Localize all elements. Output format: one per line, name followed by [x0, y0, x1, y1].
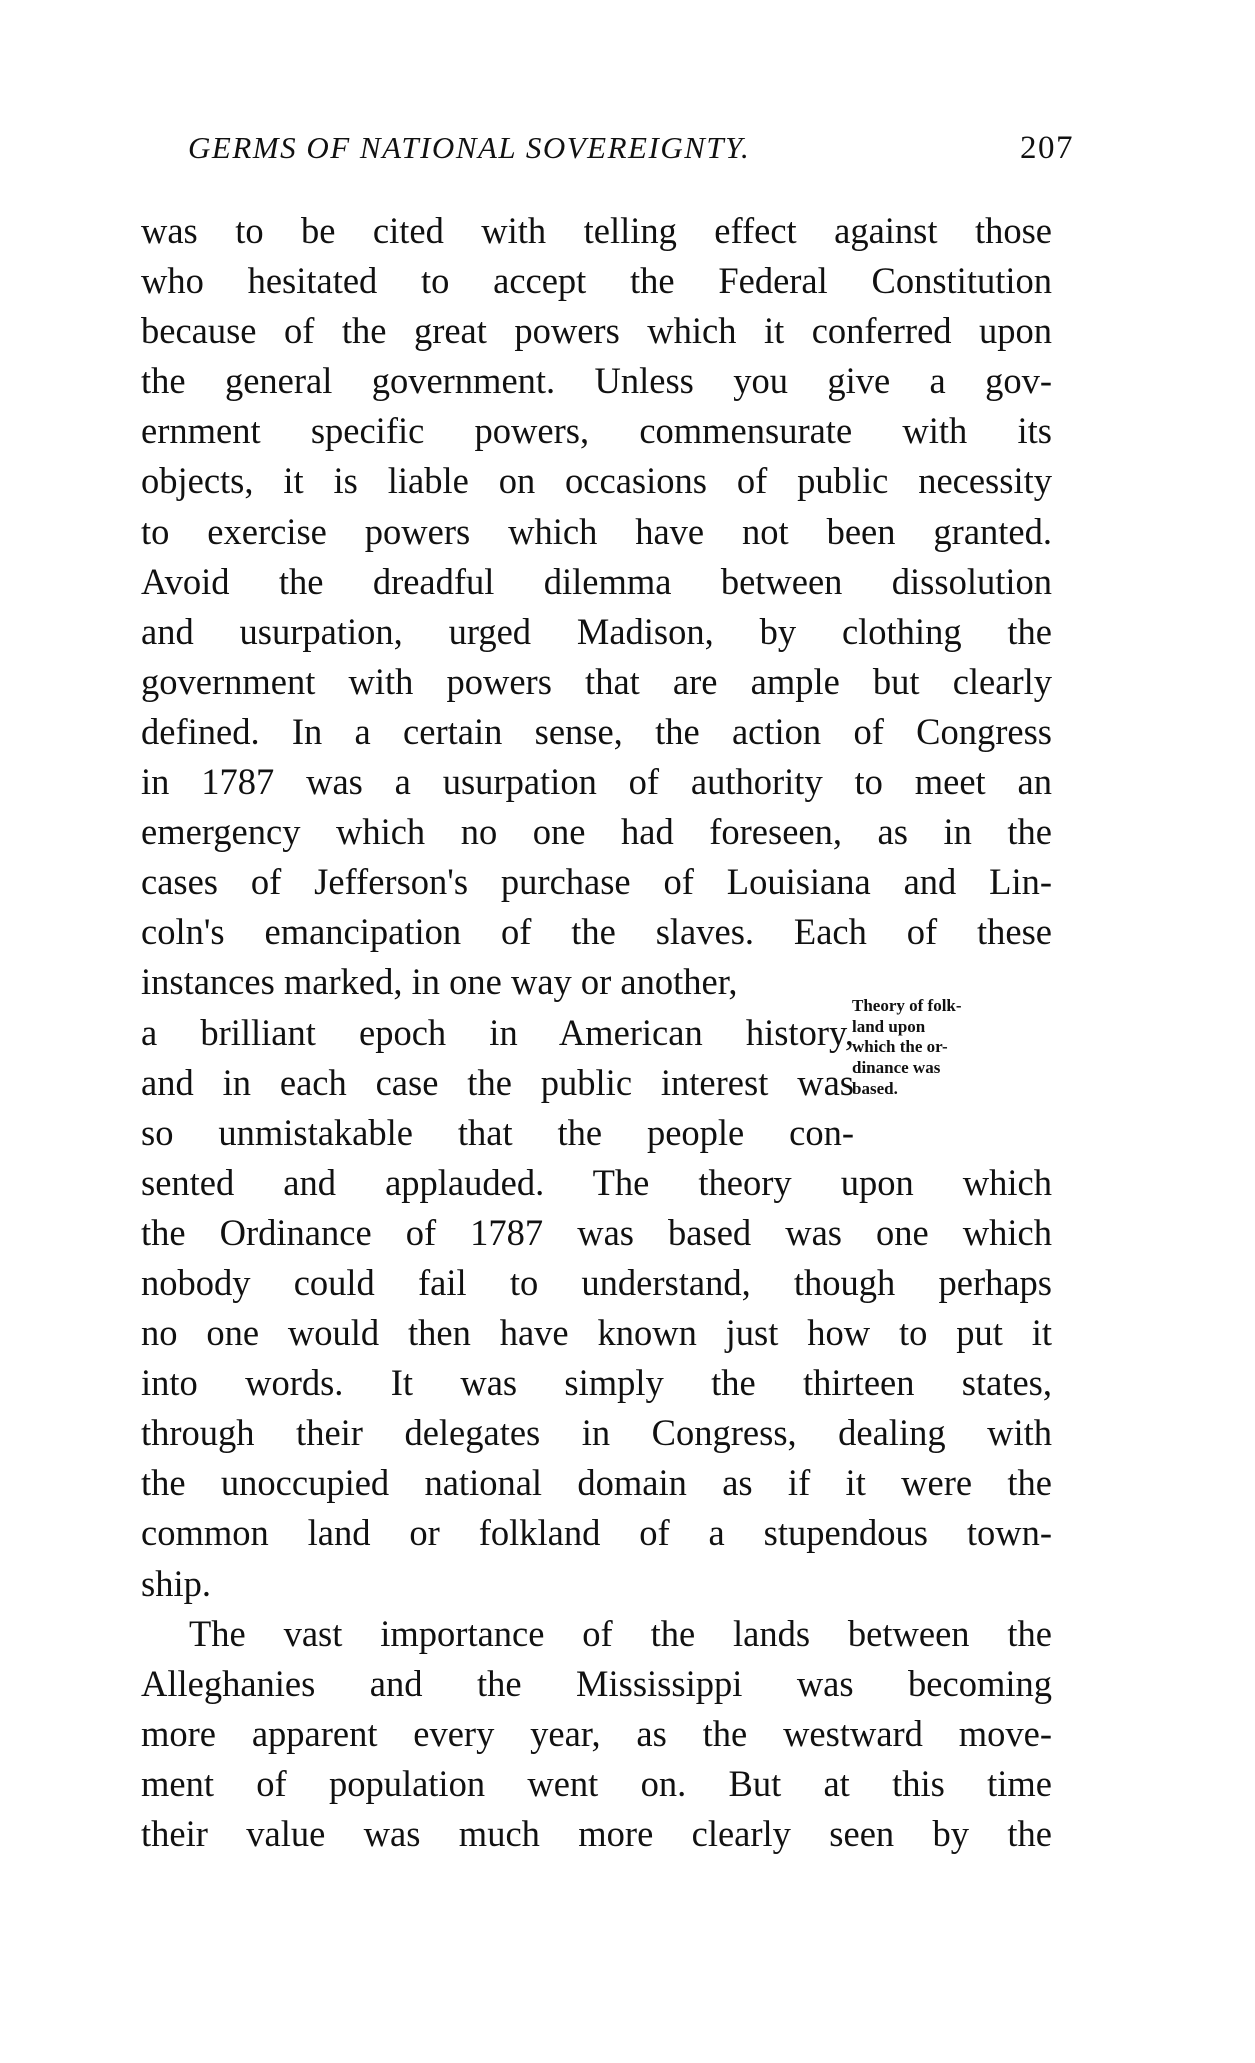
- text-line: the unoccupied national domain as if it were the: [141, 1462, 1052, 1504]
- text-line: their value was much more clearly seen by the: [141, 1813, 1052, 1854]
- text-line: ernment specific powers, commensurate with its: [141, 410, 1052, 452]
- text-line: because of the great powers which it conferred upon: [141, 310, 1052, 352]
- text-line: in 1787 was a usurpation of authority to meet an: [141, 761, 1052, 803]
- text-line: through their delegates in Congress, dealing with: [141, 1412, 1052, 1454]
- text-line: government with powers that are ample but clearly: [141, 660, 1052, 702]
- text-line: was to be cited with telling effect against those: [141, 210, 1052, 251]
- running-header: [188, 130, 1074, 174]
- running-title: GERMS OF NATIONAL SOVEREIGNTY.: [188, 130, 751, 165]
- text-line: into words. It was simply the thirteen states,: [141, 1362, 1052, 1404]
- text-line: more apparent every year, as the westward move-: [141, 1712, 1052, 1754]
- text-line: the Ordinance of 1787 was based was one which: [141, 1211, 1052, 1253]
- text-line: sented and applauded. The theory upon which: [141, 1161, 1052, 1203]
- text-line: no one would then have known just how to put it: [141, 1312, 1052, 1354]
- text-line: who hesitated to accept the Federal Constitution: [141, 260, 1052, 302]
- text-line: instances marked, in one way or another,: [141, 961, 738, 1003]
- text-line: cases of Jefferson's purchase of Louisiana and Lin-: [141, 861, 1052, 903]
- margin-note-line: based.: [852, 1078, 898, 1098]
- page-number: 207: [1020, 130, 1074, 166]
- text-line: Alleghanies and the Mississippi was becoming: [141, 1662, 1052, 1704]
- text-line: to exercise powers which have not been granted.: [141, 510, 1052, 552]
- text-line: defined. In a certain sense, the action of Congress: [141, 710, 1052, 752]
- text-line: the general government. Unless you give a gov-: [141, 360, 1052, 402]
- margin-note-line: land upon: [852, 1016, 926, 1036]
- text-line: nobody could fail to understand, though perhaps: [141, 1261, 1052, 1303]
- text-line: and usurpation, urged Madison, by clothing the: [141, 610, 1052, 652]
- text-line: so unmistakable that the people con-: [141, 1111, 854, 1153]
- text-line: The vast importance of the lands between the: [189, 1612, 1052, 1654]
- margin-note: [852, 996, 962, 1100]
- text-line: coln's emancipation of the slaves. Each of these: [141, 911, 1052, 953]
- text-line: ship.: [141, 1562, 211, 1604]
- text-line: objects, it is liable on occasions of public necessity: [141, 460, 1052, 502]
- margin-note-line: dinance was: [852, 1058, 941, 1078]
- text-line: ment of population went on. But at this time: [141, 1762, 1052, 1804]
- text-line: and in each case the public interest was: [141, 1061, 854, 1103]
- text-line: a brilliant epoch in American history,: [141, 1011, 854, 1053]
- margin-note-line: Theory of folk-: [852, 996, 962, 1015]
- text-line: common land or folkland of a stupendous town-: [141, 1512, 1052, 1554]
- margin-note-line: which the or-: [852, 1037, 948, 1057]
- text-line: Avoid the dreadful dilemma between dissolution: [141, 560, 1052, 602]
- text-line: emergency which no one had foreseen, as in the: [141, 811, 1052, 853]
